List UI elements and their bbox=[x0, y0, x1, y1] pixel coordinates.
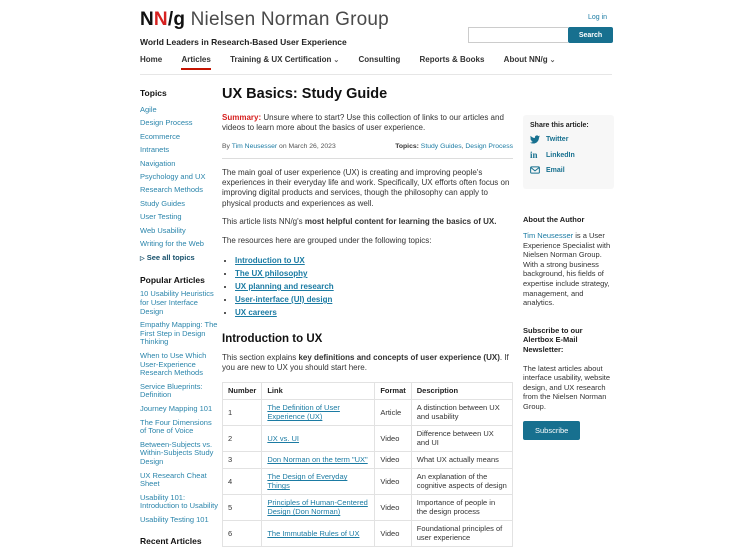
sidebar-topic-design-process[interactable]: Design Process bbox=[140, 118, 193, 128]
sidebar-topic-ecommerce[interactable]: Ecommerce bbox=[140, 131, 181, 141]
nav-about[interactable]: About NN/g ⌄ bbox=[503, 55, 556, 64]
newsletter-description: The latest articles about interface usability, website design, and UX research from the Nielsen Norman Group. bbox=[523, 363, 610, 411]
col-link: Link bbox=[262, 382, 375, 399]
about-author-heading: About the Author bbox=[523, 215, 585, 224]
nav-consulting[interactable]: Consulting bbox=[358, 55, 401, 64]
nav-training[interactable]: Training & UX Certification ⌄ bbox=[230, 55, 340, 64]
resource-link[interactable]: Principles of Human-Centered Design (Don Norman) bbox=[267, 498, 368, 517]
nav-home[interactable]: Home bbox=[140, 55, 163, 64]
table-row: 2 UX vs. UI Video Difference between UX and UI bbox=[223, 425, 513, 451]
toc-link-ux-careers[interactable]: UX careers bbox=[235, 308, 277, 318]
subscribe-button[interactable]: Subscribe bbox=[523, 421, 580, 440]
left-sidebar bbox=[140, 88, 218, 551]
list-item bbox=[235, 293, 513, 306]
author-bio-link[interactable]: Tim Neusesser bbox=[523, 231, 574, 240]
section-intro-paragraph: This section explains key definitions and concepts of user experience (UX). If you are new to UX you should start here. bbox=[222, 353, 509, 373]
toc-link-introduction[interactable]: Introduction to UX bbox=[235, 256, 305, 266]
toc-link-philosophy[interactable]: The UX philosophy bbox=[235, 269, 308, 279]
table-row: 6 The Immutable Rules of UX Video Foundational principles of user experience bbox=[223, 520, 513, 546]
chevron-down-icon: ⌄ bbox=[333, 57, 340, 64]
logo-word-nielsen: Nielsen bbox=[190, 9, 256, 30]
logo-slash-g: /g bbox=[167, 9, 186, 30]
list-item bbox=[235, 254, 513, 267]
share-twitter[interactable]: Twitter bbox=[530, 135, 607, 144]
toc-link-planning-research[interactable]: UX planning and research bbox=[235, 282, 334, 292]
table-row: 3 Don Norman on the term "UX" Video What UX actually means bbox=[223, 451, 513, 468]
resource-link[interactable]: The Definition of User Experience (UX) bbox=[267, 403, 340, 422]
list-item bbox=[235, 306, 513, 319]
col-number: Number bbox=[223, 382, 262, 399]
logo-n2: N bbox=[153, 9, 168, 30]
resource-link[interactable]: UX vs. UI bbox=[267, 433, 300, 443]
col-description: Description bbox=[411, 382, 512, 399]
byline bbox=[222, 143, 513, 150]
col-format: Format bbox=[375, 382, 411, 399]
sidebar-topic-writing-web[interactable]: Writing for the Web bbox=[140, 239, 204, 249]
list-item bbox=[235, 280, 513, 293]
header-divider bbox=[140, 74, 612, 75]
popular-article-link[interactable]: Journey Mapping 101 bbox=[140, 404, 213, 413]
sidebar-topic-psychology-ux[interactable]: Psychology and UX bbox=[140, 172, 206, 182]
table-row: 1 The Definition of User Experience (UX) Article A distinction between UX and usability bbox=[223, 399, 513, 425]
share-email[interactable]: Email bbox=[530, 166, 607, 174]
popular-article-link[interactable]: Service Blueprints: Definition bbox=[140, 381, 203, 400]
table-row: 4 The Design of Everyday Things Video An explanation of the cognitive aspects of design bbox=[223, 468, 513, 494]
resource-link[interactable]: The Immutable Rules of UX bbox=[267, 528, 360, 538]
intro-paragraph: The main goal of user experience (UX) is creating and improving people's experiences in their everyday life and work. Specifically, UX efforts often focus on improving digital products and services, though the philosophy can apply to physical products and experiences as well. bbox=[222, 167, 510, 208]
triangle-right-icon: ▷ bbox=[140, 256, 145, 263]
table-row: 5 Principles of Human-Centered Design (Don Norman) Video Importance of people in the design process bbox=[223, 494, 513, 520]
sidebar-topic-study-guides[interactable]: Study Guides bbox=[140, 198, 186, 208]
share-heading: Share this article: bbox=[530, 122, 589, 129]
search-button[interactable]: Search bbox=[568, 27, 613, 43]
author-bio: Tim Neusesser is a User Experience Specialist with Nielsen Norman Group. With a strong business background, his fields of expertise include strategy, management, and analytics. bbox=[523, 231, 611, 308]
search-bar bbox=[468, 27, 613, 43]
nav-articles[interactable]: Articles bbox=[181, 55, 210, 70]
see-all-topics-link[interactable]: ▷ See all topics bbox=[140, 253, 195, 263]
resource-link[interactable]: Don Norman on the term "UX" bbox=[267, 455, 368, 465]
toc-list bbox=[235, 254, 513, 319]
helpful-content-paragraph: This article lists NN/g's most helpful content for learning the basics of UX. bbox=[222, 217, 497, 227]
author-link[interactable]: Tim Neusesser bbox=[231, 142, 278, 150]
grouped-topics-paragraph: The resources here are grouped under the following topics: bbox=[222, 235, 432, 245]
right-sidebar bbox=[523, 115, 614, 440]
table-header-row bbox=[223, 382, 513, 399]
logo-n1: N bbox=[140, 9, 154, 30]
byline-divider bbox=[222, 158, 513, 159]
list-item bbox=[235, 267, 513, 280]
share-box bbox=[523, 115, 614, 189]
email-icon bbox=[530, 166, 541, 174]
resources-table bbox=[222, 382, 513, 547]
nav-reports-books[interactable]: Reports & Books bbox=[419, 55, 485, 64]
linkedin-icon: in bbox=[530, 150, 538, 160]
main-nav bbox=[140, 55, 573, 70]
toc-link-ui-design[interactable]: User-interface (UI) design bbox=[235, 295, 333, 305]
popular-article-link[interactable]: Usability Testing 101 bbox=[140, 514, 209, 524]
article-main bbox=[222, 86, 513, 547]
nng-logo[interactable] bbox=[140, 9, 389, 31]
search-input[interactable] bbox=[468, 27, 568, 43]
logo-word-norman: Norman bbox=[260, 9, 330, 30]
login-link[interactable]: Log in bbox=[588, 14, 608, 21]
byline-topics: Topics: Study Guides, Design Process bbox=[395, 142, 513, 150]
popular-article-link[interactable]: Between-Subjects vs. Within-Subjects Study Design bbox=[140, 439, 214, 466]
popular-article-link[interactable]: Empathy Mapping: The First Step in Design Thinking bbox=[140, 320, 218, 347]
logo-word-group: Group bbox=[335, 9, 389, 30]
resource-link[interactable]: The Design of Everyday Things bbox=[267, 472, 348, 491]
sidebar-topic-research-methods[interactable]: Research Methods bbox=[140, 185, 203, 195]
topics-heading: Topics bbox=[140, 88, 167, 98]
sidebar-topic-web-usability[interactable]: Web Usability bbox=[140, 225, 186, 235]
sidebar-topic-user-testing[interactable]: User Testing bbox=[140, 212, 182, 222]
popular-article-link[interactable]: Usability 101: Introduction to Usability bbox=[140, 492, 218, 511]
sidebar-topic-intranets[interactable]: Intranets bbox=[140, 145, 170, 155]
byline-author: By Tim Neusesser on March 26, 2023 bbox=[222, 142, 336, 150]
recent-articles-heading: Recent Articles bbox=[140, 535, 202, 546]
share-linkedin[interactable]: in LinkedIn bbox=[530, 150, 575, 160]
tagline: World Leaders in Research-Based User Experience bbox=[140, 37, 347, 47]
twitter-icon bbox=[530, 135, 541, 144]
page-title: UX Basics: Study Guide bbox=[222, 86, 388, 102]
newsletter-heading: Subscribe to our Alertbox E-Mail Newsletter: bbox=[523, 325, 583, 354]
popular-article-link[interactable]: 10 Usability Heuristics for User Interface Design bbox=[140, 289, 214, 316]
section-heading-introduction: Introduction to UX bbox=[222, 333, 323, 346]
topic-link-design-process[interactable]: Design Process bbox=[465, 142, 513, 150]
summary-label: Summary: bbox=[222, 113, 262, 122]
popular-articles-heading: Popular Articles bbox=[140, 275, 205, 286]
sidebar-topic-agile[interactable]: Agile bbox=[140, 105, 157, 114]
popular-article-link[interactable]: When to Use Which User-Experience Research Methods bbox=[140, 351, 207, 378]
popular-article-link[interactable]: UX Research Cheat Sheet bbox=[140, 470, 207, 489]
sidebar-topic-navigation[interactable]: Navigation bbox=[140, 158, 176, 168]
article-summary: Summary: Unsure where to start? Use this collection of links to our articles and videos to learn more about the basics of user experience. bbox=[222, 113, 504, 133]
topic-link-study-guides[interactable]: Study Guides bbox=[420, 142, 462, 150]
chevron-down-icon: ⌄ bbox=[549, 57, 556, 64]
popular-article-link[interactable]: The Four Dimensions of Tone of Voice bbox=[140, 417, 212, 436]
